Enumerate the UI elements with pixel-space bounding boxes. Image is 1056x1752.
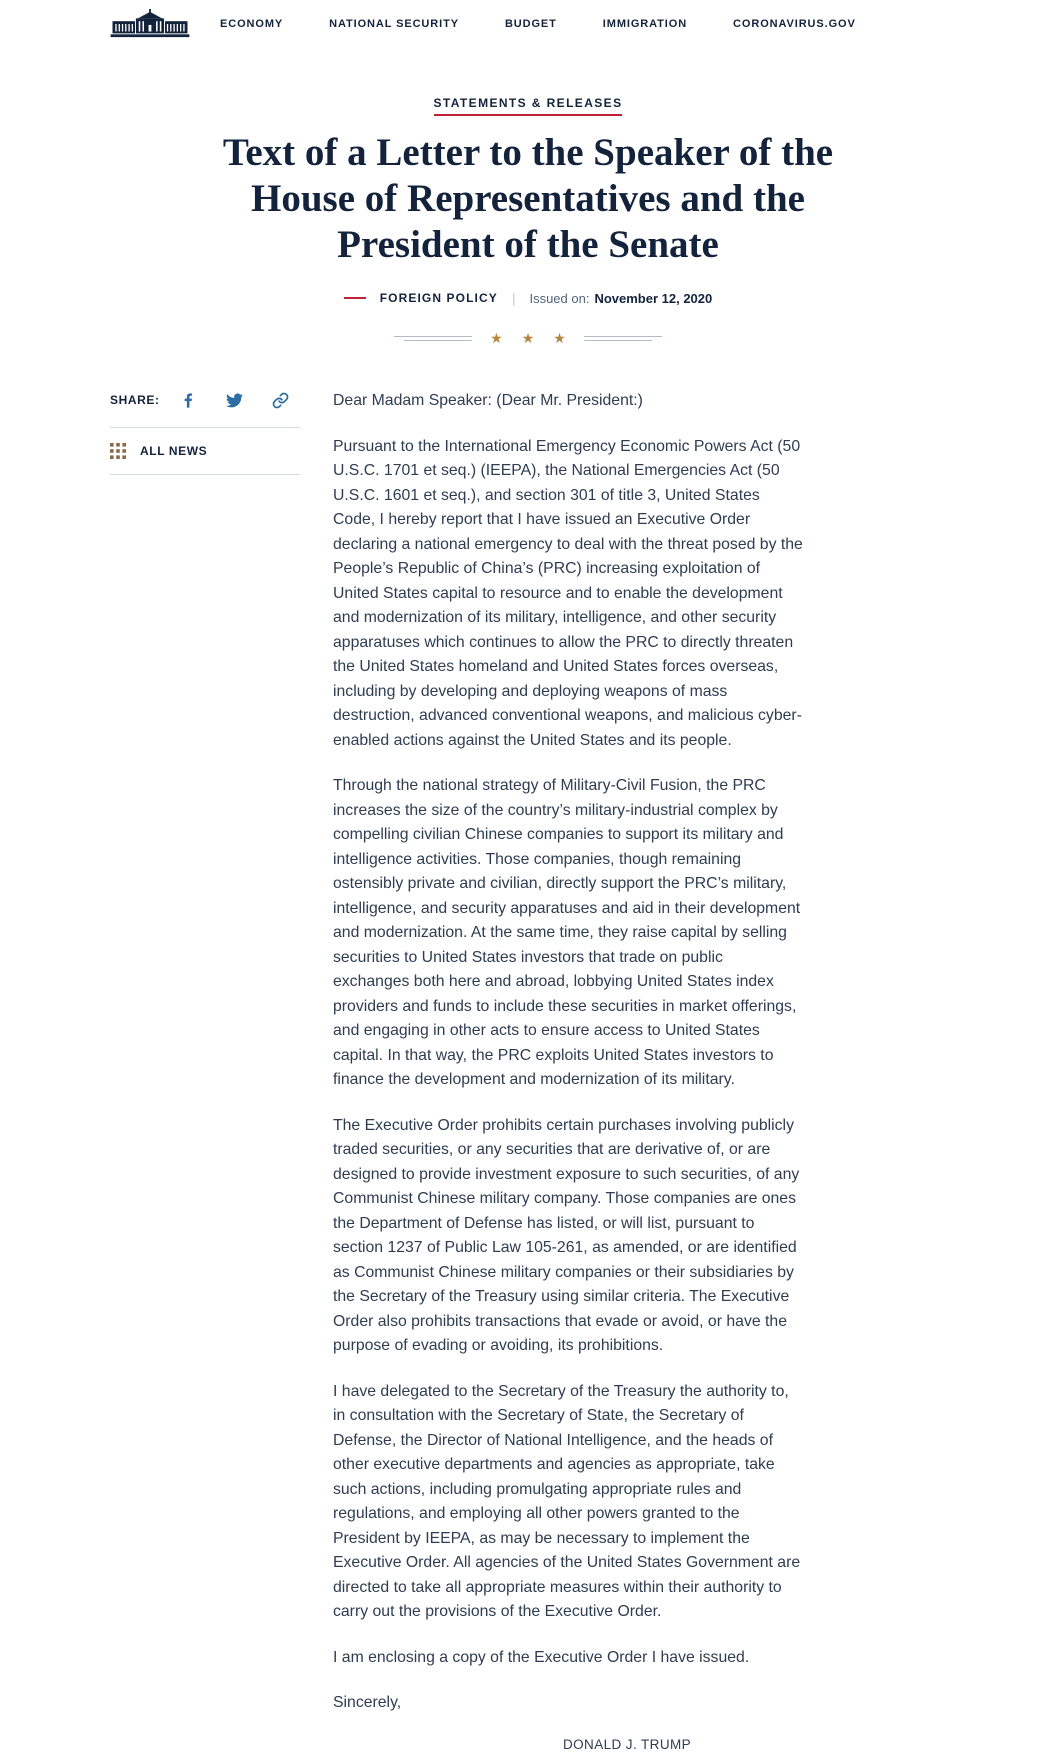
- paragraph: Pursuant to the International Emergency Economic Powers Act (50 U.S.C. 1701 et seq.) (IEEPA), the National Emergencies Act (50 U.S.C. 1601 et seq.), and section 301 of title 3, United States Code, I hereby report that I have issued an Executive Order declaring a national emergency to deal with the threat posed by the People’s Republic of China’s (PRC) increasing exploitation of United States capital to resource and to enable the development and modernization of its military, intelligence, and other security apparatuses which continues to allow the PRC to directly threaten the United States homeland and United States forces overseas, including by developing and deploying weapons of mass destruction, advanced conventional weapons, and malicious cyber-enabled actions against the United States and its people.: [333, 437, 803, 749]
- share-icons: [180, 392, 289, 409]
- closing-line: I am enclosing a copy of the Executive Order I have issued.: [333, 1648, 750, 1666]
- facebook-icon[interactable]: [180, 392, 197, 409]
- sidebar-divider: [110, 474, 300, 475]
- all-news-link[interactable]: [110, 443, 300, 459]
- page-title: Text of a Letter to the Speaker of the House of Representatives and the President of the Senate: [222, 131, 834, 266]
- all-news-label: ALL NEWS: [140, 444, 208, 458]
- red-dash-decoration: [344, 297, 366, 299]
- star-icon: ★: [521, 330, 535, 346]
- link-icon[interactable]: [272, 392, 289, 409]
- signature: DONALD J. TRUMP: [563, 1736, 692, 1752]
- article-meta: [0, 290, 1056, 306]
- category-eyebrow-link[interactable]: STATEMENTS & RELEASES: [434, 96, 623, 116]
- issued-date: November 12, 2020: [594, 290, 713, 306]
- content-row: [0, 389, 1056, 1752]
- paragraph: I have delegated to the Secretary of the Treasury the authority to, in consultation with the Secretary of State, the Secretary of Defense, the Director of National Intelligence, and the heads of other executive departments and agencies as appropriate, take such actions, including promulgating appropriate rules and regulations, and employing all other powers granted to the President by IEEPA, as may be necessary to implement the Executive Order. All agencies of the United States Government are directed to take all appropriate measures within their authority to carry out the provisions of the Executive Order.: [333, 1382, 801, 1620]
- whitehouse-logo-icon[interactable]: [110, 9, 190, 39]
- eyebrow-wrap: [0, 94, 1056, 116]
- sidebar: [110, 389, 300, 1752]
- primary-nav: [220, 18, 856, 30]
- divider-lines-left: [394, 336, 472, 341]
- nav-item-budget[interactable]: BUDGET: [504, 17, 557, 30]
- grid-icon: [110, 443, 126, 459]
- issued-on-label: Issued on:: [529, 290, 590, 306]
- signoff: Sincerely,: [333, 1694, 402, 1711]
- star-divider: [0, 331, 1056, 345]
- paragraph: Through the national strategy of Military-Civil Fusion, the PRC increases the size of the country’s military-industrial complex by compelling civilian Chinese companies to support its military and intelligence activities. Those companies, though remaining ostensibly private and civilian, directly support the PRC’s military, intelligence, and security apparatuses and aid in their development and modernization. At the same time, they raise capital by selling securities to United States investors that trade on public exchanges both here and abroad, lobbying United States index providers and funds to include these securities in market offerings, and engaging in other acts to ensure access to United States capital. In that way, the PRC exploits United States investors to finance the development and modernization of its military.: [333, 777, 801, 1088]
- nav-item-national-security[interactable]: NATIONAL SECURITY: [329, 17, 459, 30]
- paragraph: The Executive Order prohibits certain purchases involving publicly traded securities, or any securities that are derivative of, or are designed to provide investment exposure to such securities, of any Communist Chinese military company. Those companies are ones the Department of Defense has listed, or will list, pursuant to section 1237 of Public Law 105-261, as amended, or are identified as Communist Chinese military companies or their subsidiaries by the Secretary of the Treasury using similar criteria. The Executive Order also prohibits transactions that evade or avoid, or have the purpose of evading or avoiding, its prohibitions.: [333, 1116, 800, 1354]
- divider-lines-right: [584, 336, 662, 341]
- meta-separator: |: [511, 290, 516, 306]
- letter-body: [333, 389, 803, 1752]
- category-tag-link[interactable]: FOREIGN POLICY: [379, 291, 498, 305]
- share-label: SHARE:: [110, 393, 160, 407]
- nav-item-immigration[interactable]: IMMIGRATION: [602, 17, 688, 30]
- star-icon: ★: [553, 330, 566, 346]
- salutation: Dear Madam Speaker: (Dear Mr. President:): [333, 392, 643, 409]
- nav-item-coronavirus[interactable]: CORONAVIRUS.GOV: [733, 17, 856, 30]
- top-nav: [0, 0, 1056, 42]
- nav-item-economy[interactable]: ECONOMY: [220, 17, 284, 30]
- stars-decoration: [490, 331, 566, 345]
- sidebar-divider: [110, 427, 300, 428]
- share-row: [110, 389, 300, 411]
- twitter-icon[interactable]: [226, 392, 243, 409]
- star-icon: ★: [490, 330, 503, 346]
